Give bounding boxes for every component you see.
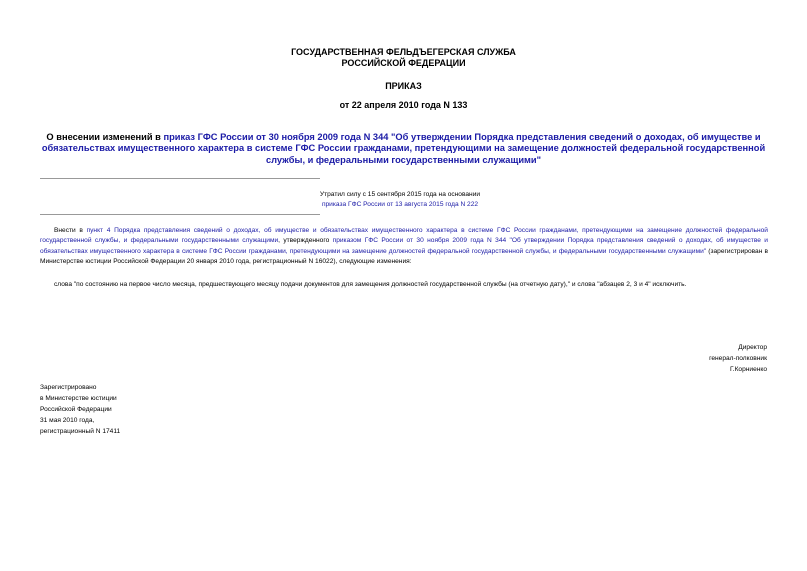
p1-text-c: (зарегистрирован в Министерстве юстиции Российской Федерации 20 января 2010 года, регистрационный N 16022), следующие изменения: — [40, 247, 769, 266]
registration-line-3: Российской Федерации — [40, 406, 112, 413]
status-note — [300, 190, 500, 210]
p1-link-item4[interactable]: пункт 4 — [86, 227, 111, 234]
body-paragraph-1 — [40, 226, 768, 268]
agency-name — [0, 47, 807, 69]
status-link[interactable]: приказа ГФС России от 13 августа 2015 года N 222 — [321, 201, 479, 208]
registration-block — [40, 382, 120, 437]
registration-line-4: 31 мая 2010 года, — [40, 417, 95, 424]
status-line: Утратил силу с 15 сентября 2015 года на основании — [319, 191, 481, 198]
agency-line-1: ГОСУДАРСТВЕННАЯ ФЕЛЬДЪЕГЕРСКАЯ СЛУЖБА — [291, 47, 516, 57]
doc-date-number: от 22 апреля 2010 года N 133 — [339, 100, 468, 110]
title-prefix: О внесении изменений в — [46, 132, 164, 142]
registration-line-1: Зарегистрировано — [40, 384, 97, 391]
registration-line-2: в Министерстве юстиции — [40, 395, 117, 402]
agency-line-2: РОССИЙСКОЙ ФЕДЕРАЦИИ — [341, 58, 466, 68]
signature-name: Г.Корниенко — [729, 366, 767, 373]
doc-title — [40, 132, 767, 166]
divider-top — [40, 178, 320, 179]
signature-block — [709, 342, 767, 375]
title-link[interactable]: приказ ГФС России от 30 ноября 2009 года N 344 "Об утверждении Порядка представления сведений о доходах, об имуществе и обязательствах имущественного характера в системе ГФС России гражданами, претендующими на замещение должностей федеральной государственной службы, и федеральными государственными служащими" — [41, 132, 766, 165]
doc-type: ПРИКАЗ — [385, 81, 422, 91]
body-paragraph-2: слова "по состоянию на первое число месяца, предшествующего месяцу подачи документов для замещения должностей государственной службы (на отчетную дату)," и слова "абзацев 2, 3 и 4" исключить. — [54, 281, 687, 288]
p1-link-procedure[interactable]: Порядка представления сведений о доходах, об имуществе и обязательствах имущественного характера в системе ГФС России гражданами, претендующими на замещение должностей федеральной государственной службы, и федеральными государственными служащими — [40, 227, 768, 245]
registration-line-5: регистрационный N 17411 — [40, 428, 121, 435]
p1-text-b: , утвержденного — [278, 237, 333, 245]
signature-rank: генерал-полковник — [709, 355, 767, 362]
signature-position: Директор — [738, 344, 767, 351]
divider-bottom — [40, 214, 320, 215]
p1-link-order[interactable]: приказом ГФС России от 30 ноября 2009 года N 344 "Об утверждении Порядка представления сведений о доходах, об имуществе и обязательствах имущественного характера в системе ГФС России гражданами, претендующими на замещение должностей федеральной государственной службы, и федеральными государственными служащими" — [40, 237, 768, 255]
p1-text-a: Внести в — [54, 227, 87, 234]
